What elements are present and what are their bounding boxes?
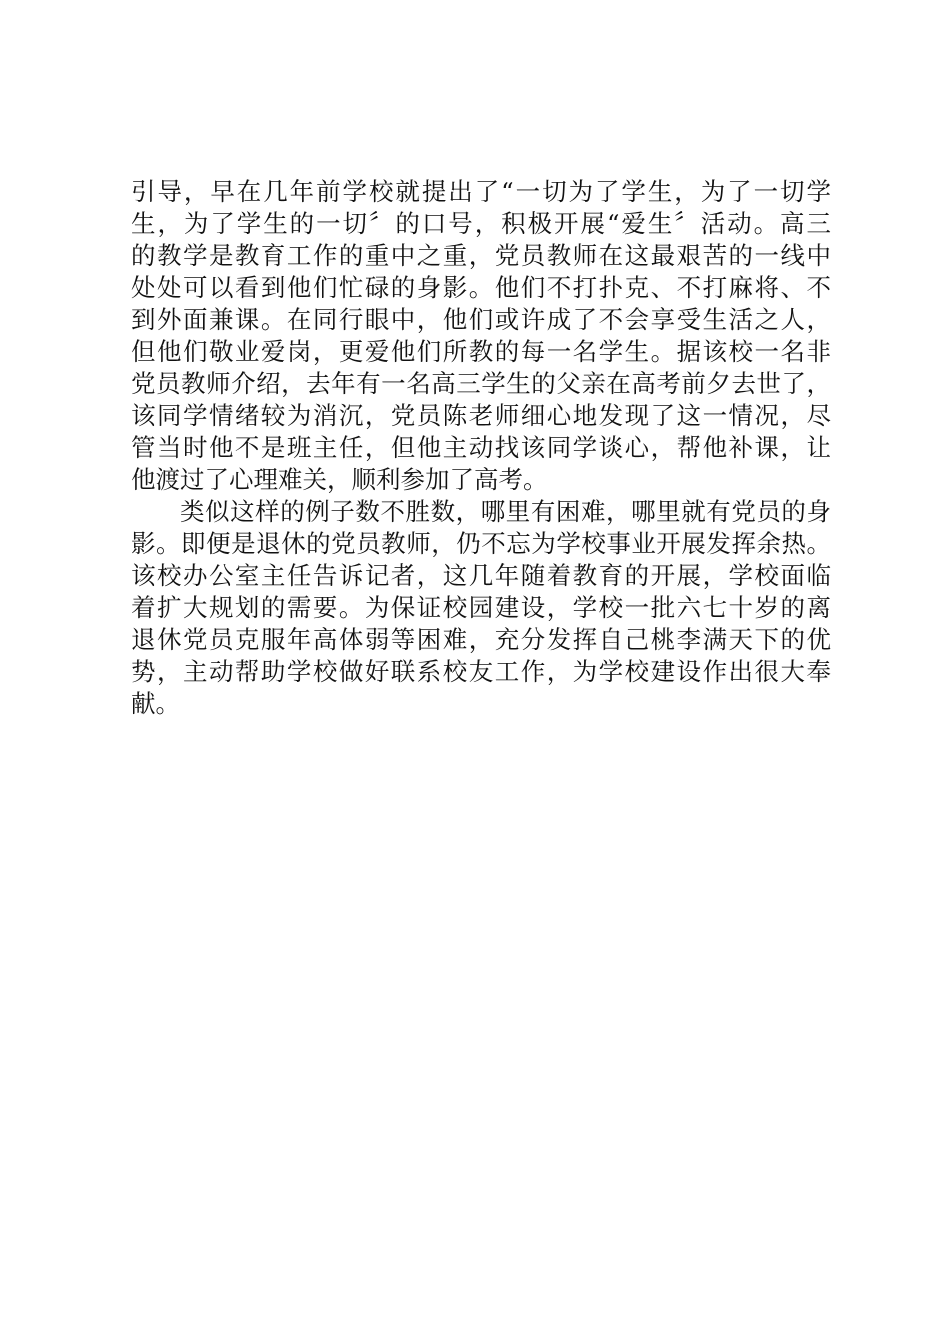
text-line: 着扩大规划的需要。为保证校园建设，学校一批六七十岁的离 xyxy=(131,593,831,622)
text-line: 处处可以看到他们忙碌的身影。他们不打扑克、不打麻将、不 xyxy=(131,273,831,302)
text-line: 生，为了学生的一切〞的口号，积极开展“爱生〞活动。高三 xyxy=(131,209,831,238)
text-line: 势，主动帮助学校做好联系校友工作，为学校建设作出很大奉 xyxy=(131,657,831,686)
text-line: 管当时他不是班主任，但他主动找该同学谈心，帮他补课，让 xyxy=(131,433,831,462)
text-line: 他渡过了心理难关，顺利参加了高考。 xyxy=(131,465,548,494)
text-line: 到外面兼课。在同行眼中，他们或许成了不会享受生活之人， xyxy=(131,305,831,334)
text-line: 党员教师介绍，去年有一名高三学生的父亲在高考前夕去世了， xyxy=(131,369,831,398)
body-text xyxy=(131,176,831,720)
text-line: 的教学是教育工作的重中之重，党员教师在这最艰苦的一线中 xyxy=(131,241,831,270)
text-line: 引导，早在几年前学校就提出了“一切为了学生，为了一切学 xyxy=(131,177,831,206)
text-line: 影。即便是退休的党员教师，仍不忘为学校事业开展发挥余热。 xyxy=(131,529,831,558)
text-line: 但他们敬业爱岗，更爱他们所教的每一名学生。据该校一名非 xyxy=(131,337,831,366)
text-line: 退休党员克服年高体弱等困难，充分发挥自己桃李满天下的优 xyxy=(131,625,831,654)
paragraph xyxy=(131,496,831,720)
text-line: 该校办公室主任告诉记者，这几年随着教育的开展，学校面临 xyxy=(131,561,831,590)
text-line: 类似这样的例子数不胜数，哪里有困难，哪里就有党员的身 xyxy=(180,497,831,526)
text-line: 该同学情绪较为消沉，党员陈老师细心地发现了这一情况，尽 xyxy=(131,401,831,430)
text-line: 献。 xyxy=(131,689,180,718)
paragraph xyxy=(131,176,831,496)
